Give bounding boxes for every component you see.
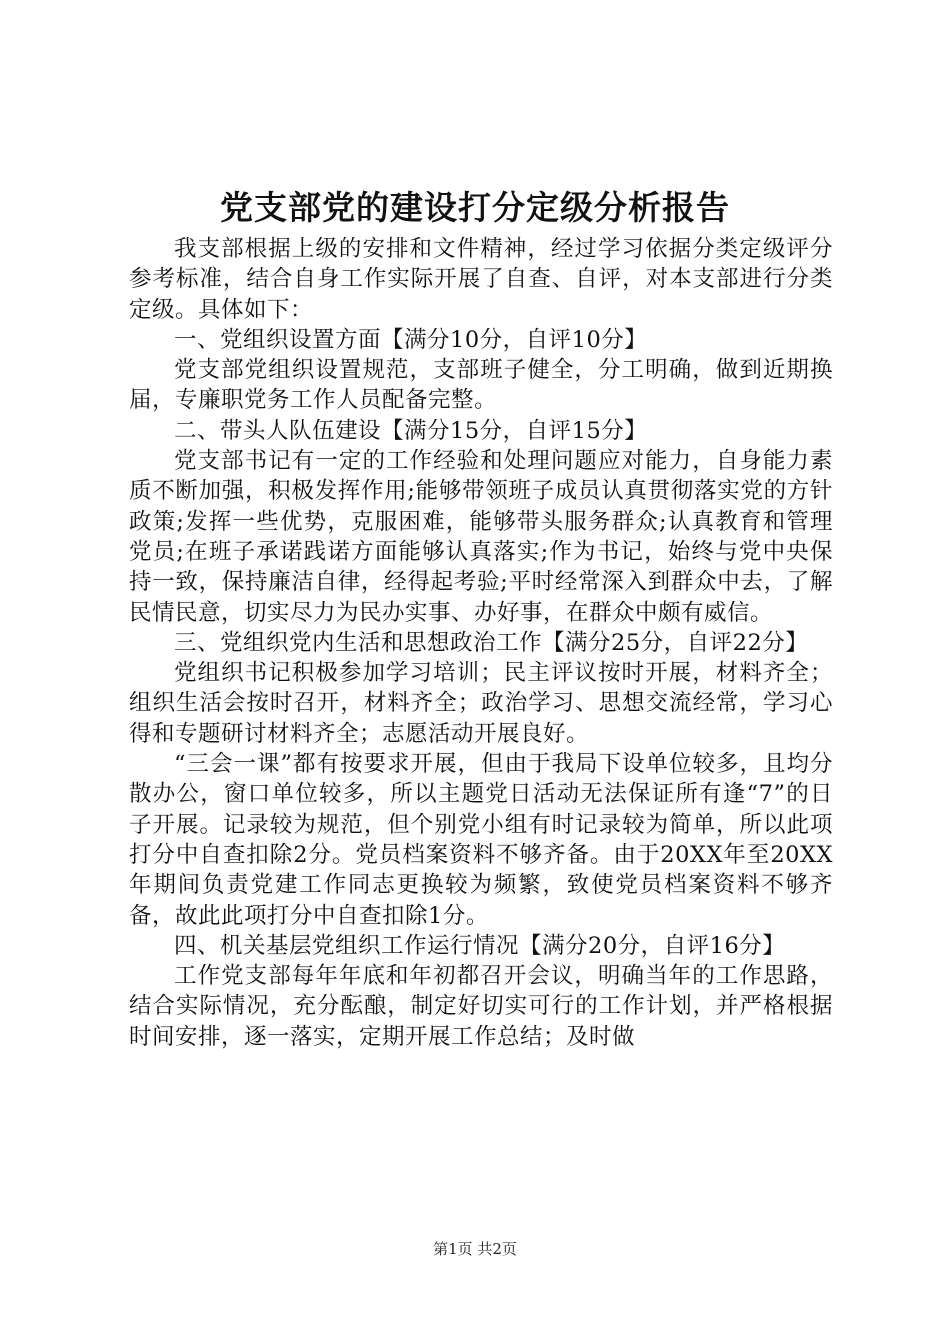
section-heading-3: 三、党组织党内生活和思想政治工作【满分25分，自评22分】: [174, 629, 809, 656]
paragraph-section-4: 工作党支部每年年底和年初都召开会议，明确当年的工作思路，结合实际情况，充分酝酿，制定好切实可行的工作计划，并严格根据时间安排，逐一落实，定期开展工作总结；及时做: [129, 963, 833, 1050]
paragraph-section-1: 党支部党组织设置规范，支部班子健全，分工明确，做到近期换届，专廉职党务工作人员配备完整。: [129, 357, 833, 414]
page-number-footer: 第1页 共2页: [433, 1240, 517, 1258]
paragraph-section-3a: 党组织书记积极参加学习培训；民主评议按时开展，材料齐全；组织生活会按时召开，材料齐全；政治学习、思想交流经常，学习心得和专题研讨材料齐全；志愿活动开展良好。: [129, 660, 833, 747]
section-heading-4: 四、机关基层党组织工作运行情况【满分20分，自评16分】: [174, 932, 786, 959]
paragraph-section-3b: “三会一课”都有按要求开展，但由于我局下设单位较多，且均分散办公，窗口单位较多，所以主题党日活动无法保证所有逢“7”的日子开展。记录较为规范，但个别党小组有时记录较为简单，所以此项打分中自查扣除2分。党员档案资料不够齐备。由于20XX年至20XX年期间负责党建工作同志更换较为频繁，致使党员档案资料不够齐备，故此此项打分中自查扣除1分。: [129, 751, 833, 929]
section-heading-2: 二、带头人队伍建设【满分15分，自评15分】: [174, 417, 648, 444]
paragraph-section-2: 党支部书记有一定的工作经验和处理问题应对能力，自身能力素质不断加强，积极发挥作用;能够带领班子成员认真贯彻落实党的方针政策;发挥一些优势，克服困难，能够带头服务群众;认真教育和管理党员;在班子承诺践诺方面能够认真落实;作为书记，始终与党中央保持一致，保持廉洁自律，经得起考验;平时经常深入到群众中去，了解民情民意，切实尽力为民办实事、办好事，在群众中颇有威信。: [129, 448, 833, 626]
document-body: [129, 234, 833, 1052]
document-title: 党支部党的建设打分定级分析报告: [220, 188, 730, 227]
paragraph-intro: 我支部根据上级的安排和文件精神，经过学习依据分类定级评分参考标准，结合自身工作实际开展了自查、自评，对本支部进行分类定级。具体如下：: [129, 236, 833, 323]
section-heading-1: 一、党组织设置方面【满分10分，自评10分】: [174, 326, 648, 353]
